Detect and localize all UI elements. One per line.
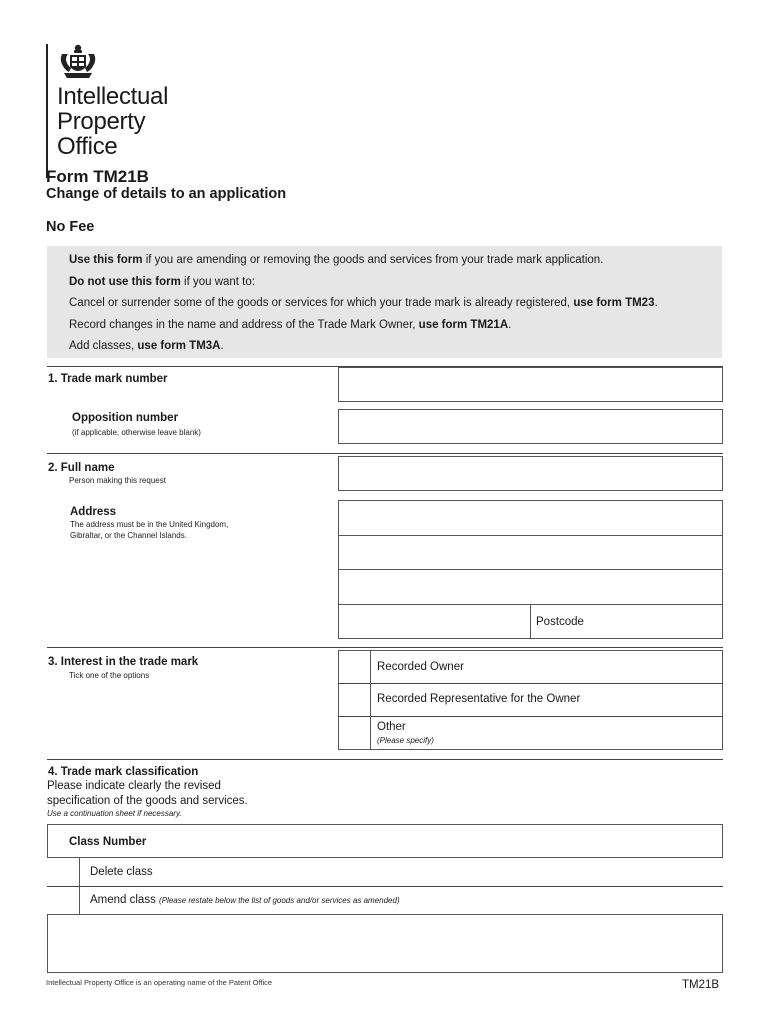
recorded-owner-label: Recorded Owner	[377, 661, 464, 673]
amended-goods-services-input[interactable]	[48, 916, 722, 972]
postcode-input[interactable]	[530, 604, 723, 639]
instructions-box	[47, 246, 722, 358]
table-row-divider	[47, 886, 723, 887]
classification-desc-2: specification of the goods and services.	[47, 795, 248, 807]
instruction-line: Use this form if you are amending or removing the goods and services from your trade mark application.	[69, 254, 604, 266]
instruction-line: Cancel or surrender some of the goods or services for which your trade mark is already registered, use form TM23.	[69, 297, 658, 309]
recorded-representative-label: Recorded Representative for the Owner	[377, 693, 581, 705]
form-id: Form TM21B	[46, 167, 149, 186]
amend-class-label: Amend class (Please restate below the list of goods and/or services as amended)	[90, 894, 400, 906]
postcode-label: Postcode	[536, 616, 584, 628]
recorded-representative-checkbox[interactable]	[338, 684, 371, 716]
class-number-label: Class Number	[69, 836, 147, 848]
section-divider	[47, 759, 723, 760]
full-name-input[interactable]	[338, 456, 723, 491]
address-line-4-input[interactable]	[338, 604, 531, 639]
table-row-divider	[338, 683, 723, 684]
recorded-owner-checkbox[interactable]	[338, 650, 371, 684]
address-line-3-input[interactable]	[338, 569, 723, 605]
address-label: Address	[70, 506, 117, 518]
address-hint-2: Gibraltar, or the Channel Islands.	[70, 531, 187, 540]
classification-label: 4. Trade mark classification	[48, 766, 199, 778]
fee-notice: No Fee	[46, 219, 95, 235]
table-column-divider	[79, 857, 80, 915]
royal-crest-icon	[56, 42, 100, 82]
classification-hint: Use a continuation sheet if necessary.	[47, 809, 182, 818]
other-hint: (Please specify)	[377, 736, 434, 745]
trade-mark-number-input[interactable]	[338, 367, 723, 402]
other-label: Other	[377, 721, 406, 733]
logo-divider	[46, 44, 48, 178]
trade-mark-number-label: 1. Trade mark number	[48, 373, 168, 385]
table-row-divider	[338, 716, 723, 717]
address-line-2-input[interactable]	[338, 535, 723, 570]
address-hint-1: The address must be in the United Kingdom,	[70, 520, 229, 529]
full-name-hint: Person making this request	[69, 476, 166, 485]
instruction-line: Add classes, use form TM3A.	[69, 340, 224, 352]
amend-class-checkbox[interactable]	[48, 887, 79, 914]
delete-class-checkbox[interactable]	[48, 858, 79, 886]
other-checkbox[interactable]	[338, 717, 371, 750]
footer-form-code: TM21B	[682, 979, 720, 991]
interest-label: 3. Interest in the trade mark	[48, 656, 199, 668]
organisation-name: Intellectual Property Office	[57, 83, 169, 160]
section-divider	[47, 647, 723, 648]
section-divider	[47, 453, 723, 454]
address-line-1-input[interactable]	[338, 500, 723, 536]
amend-class-hint: (Please restate below the list of goods and/or services as amended)	[159, 896, 400, 905]
delete-class-label: Delete class	[90, 866, 153, 878]
opposition-number-input[interactable]	[338, 409, 723, 444]
interest-hint: Tick one of the options	[69, 671, 150, 680]
form-title: Change of details to an application	[46, 186, 287, 202]
instruction-line: Record changes in the name and address of the Trade Mark Owner, use form TM21A.	[69, 319, 512, 331]
opposition-number-hint: (if applicable, otherwise leave blank)	[72, 428, 201, 437]
classification-desc-1: Please indicate clearly the revised	[47, 780, 221, 792]
instruction-line: Do not use this form if you want to:	[69, 276, 255, 288]
full-name-label: 2. Full name	[48, 462, 115, 474]
footer-note: Intellectual Property Office is an operating name of the Patent Office	[46, 978, 273, 987]
opposition-number-label: Opposition number	[72, 412, 179, 424]
